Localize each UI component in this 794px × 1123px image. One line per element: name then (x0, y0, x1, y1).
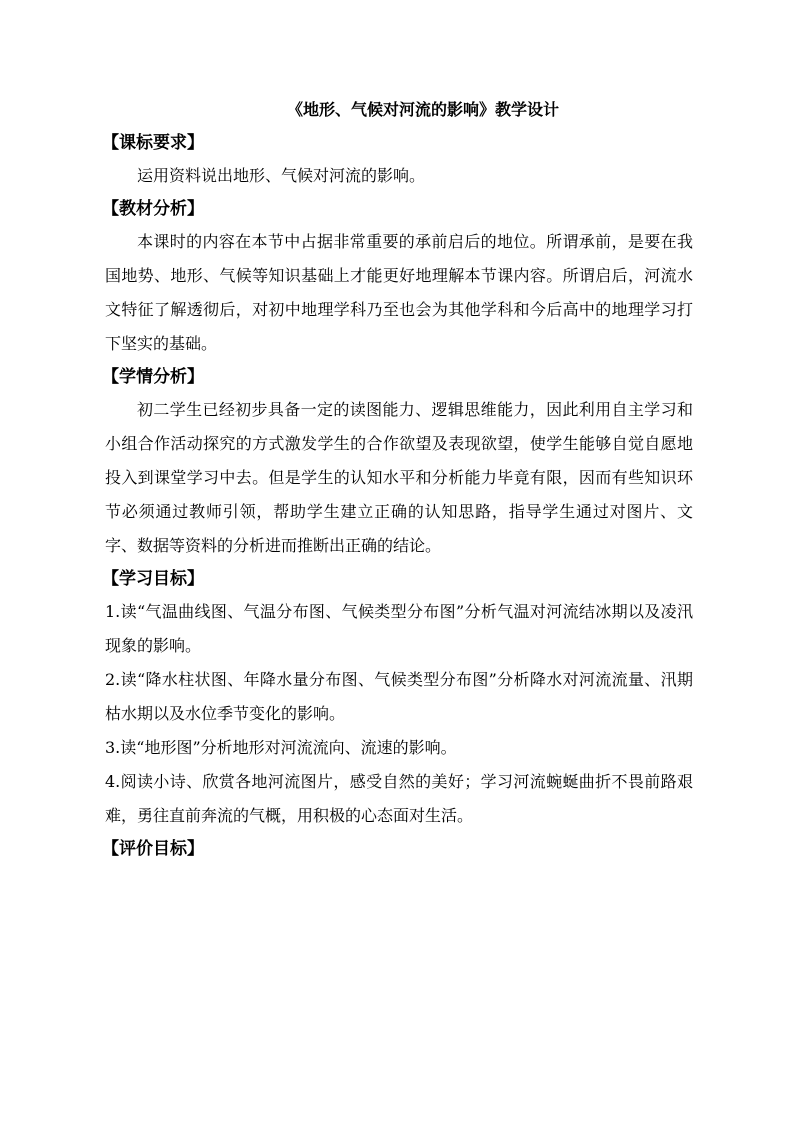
objective-item-2: 2.读“降水柱状图、年降水量分布图、气候类型分布图”分析降水对河流流量、汛期枯水期以及水位季节变化的影响。 (105, 670, 693, 723)
heading-student-analysis: 【学情分析】 (102, 367, 204, 387)
textbook-analysis-text: 本课时的内容在本节中占据非常重要的承前启后的地位。所谓承前，是要在我国地势、地形、气候等知识基础上才能更好地理解本节课内容。所谓启后，河流水文特征了解透彻后，对初中地理学科乃至也会为其他学科和今后高中的地理学习打下坚实的基础。 (105, 232, 693, 353)
heading-evaluation-objectives: 【评价目标】 (102, 839, 204, 859)
student-analysis-text: 初二学生已经初步具备一定的读图能力、逻辑思维能力，因此利用自主学习和小组合作活动探究的方式激发学生的合作欲望及表现欲望，使学生能够自觉自愿地投入到课堂学习中去。但是学生的认知水平和分析能力毕竟有限，因而有些知识环节必须通过教师引领，帮助学生建立正确的认知思路，指导学生通过对图片、文字、数据等资料的分析进而推断出正确的结论。 (105, 400, 693, 555)
heading-textbook-analysis: 【教材分析】 (102, 199, 204, 219)
objective-item-4: 4.阅读小诗、欣赏各地河流图片，感受自然的美好；学习河流蜿蜒曲折不畏前路艰难，勇往直前奔流的气概，用积极的心态面对生活。 (105, 772, 693, 825)
heading-curriculum-requirements: 【课标要求】 (102, 133, 204, 153)
document-body (102, 93, 693, 865)
document-title: 《地形、气候对河流的影响》教学设计 (286, 100, 559, 119)
heading-learning-objectives: 【学习目标】 (102, 569, 204, 589)
objective-item-1: 1.读“气温曲线图、气温分布图、气候类型分布图”分析气温对河流结冰期以及凌汛现象的影响。 (105, 602, 693, 655)
objective-item-3: 3.读“地形图”分析地形对河流流向、流速的影响。 (105, 738, 457, 757)
curriculum-text: 运用资料说出地形、气候对河流的影响。 (137, 166, 426, 185)
